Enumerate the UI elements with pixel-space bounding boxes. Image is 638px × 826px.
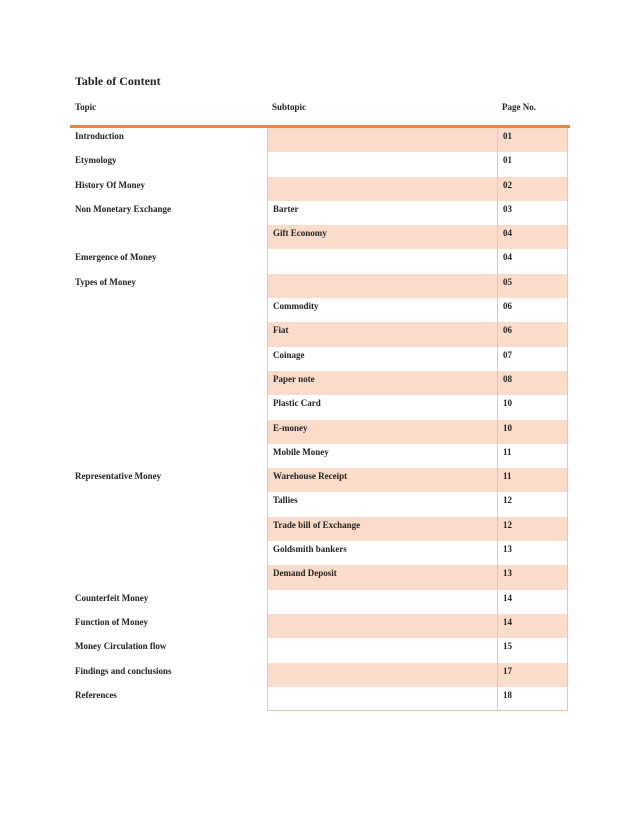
cell-topic: Function of Money (75, 616, 148, 627)
cell-subtopic: Plastic Card (273, 398, 321, 409)
cell-page: 02 (503, 179, 512, 190)
cell-page: 01 (503, 131, 512, 141)
cell-page: 04 (503, 228, 512, 239)
cell-page: 11 (503, 446, 512, 457)
cell-page: 13 (503, 544, 512, 555)
cell-topic: Counterfeit Money (75, 592, 149, 603)
cell-page: 12 (503, 495, 512, 506)
cell-page: 07 (503, 349, 512, 360)
cell-topic: History Of Money (75, 179, 145, 190)
cell-page: 10 (503, 422, 512, 433)
cell-page: 18 (503, 689, 512, 700)
cell-page: 04 (503, 252, 512, 263)
table-border (267, 128, 568, 711)
page-title: Table of Content (75, 74, 161, 88)
column-separator (497, 128, 498, 711)
cell-page: 03 (503, 203, 512, 214)
cell-subtopic: Mobile Money (273, 446, 329, 457)
cell-page: 05 (503, 276, 512, 287)
header-page-no: Page No. (502, 102, 536, 112)
cell-topic: Money Circulation flow (75, 641, 167, 652)
cell-page: 11 (503, 471, 512, 482)
cell-subtopic: Trade bill of Exchange (273, 519, 361, 530)
cell-topic: Non Monetary Exchange (75, 203, 171, 214)
cell-page: 17 (503, 665, 512, 676)
cell-page: 15 (503, 641, 512, 652)
cell-topic: Introduction (75, 131, 124, 141)
cell-subtopic: Barter (273, 203, 299, 214)
cell-subtopic: Goldsmith bankers (273, 544, 347, 555)
cell-subtopic: Coinage (273, 349, 305, 360)
cell-topic: Types of Money (75, 276, 136, 287)
cell-subtopic: Gift Economy (273, 228, 327, 239)
cell-topic: Findings and conclusions (75, 665, 172, 676)
cell-subtopic: Warehouse Receipt (273, 471, 348, 482)
header-topic: Topic (75, 102, 97, 112)
cell-page: 12 (503, 519, 512, 530)
cell-topic: Representative Money (75, 471, 162, 482)
cell-page: 10 (503, 398, 512, 409)
cell-page: 14 (503, 592, 512, 603)
cell-subtopic: Tallies (273, 495, 298, 506)
cell-page: 06 (503, 301, 512, 312)
cell-subtopic: Paper note (273, 373, 315, 384)
cell-subtopic: Commodity (273, 301, 319, 312)
cell-subtopic: Fiat (273, 325, 289, 336)
cell-topic: Emergence of Money (75, 252, 157, 263)
cell-page: 14 (503, 616, 512, 627)
cell-page: 13 (503, 568, 512, 579)
cell-topic: References (75, 689, 117, 700)
cell-page: 08 (503, 373, 512, 384)
cell-subtopic: E-money (273, 422, 308, 433)
cell-page: 06 (503, 325, 512, 336)
cell-page: 01 (503, 155, 512, 166)
cell-topic: Etymology (75, 155, 117, 166)
cell-subtopic: Demand Deposit (273, 568, 337, 579)
header-subtopic: Subtopic (272, 102, 307, 112)
